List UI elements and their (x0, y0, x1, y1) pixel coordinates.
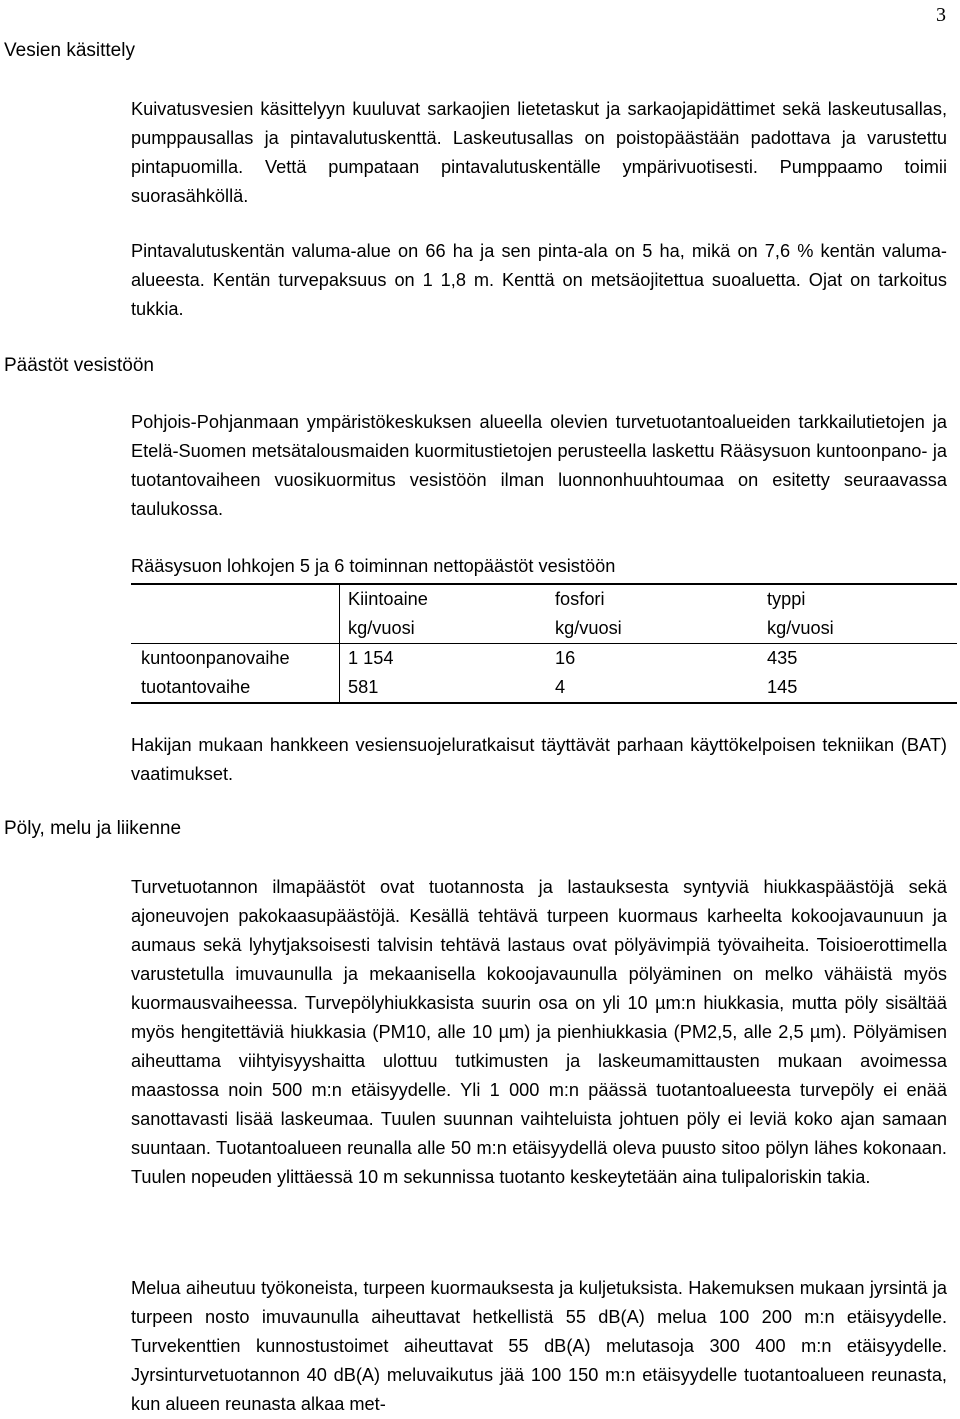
header-typpi: typpi (767, 584, 957, 614)
cell-kiintoaine: 1 154 (340, 644, 548, 674)
paragraph-water-treatment: Kuivatusvesien käsittelyyn kuuluvat sarkaojien lietetaskut ja sarkaojapidättimet sekä laskeutusallas, pumppausallas ja pintavalutuskenttä. Laskeutusallas on poistopäästään padottava ja varustettu pintapuomilla. Vettä pumpataan pintavalutuskentälle ympärivuotisesti. Pumppaamo toimii suorasähköllä. (131, 99, 947, 206)
table-header-row (131, 584, 957, 614)
paragraph-emissions-intro: Pohjois-Pohjanmaan ympäristökeskuksen alueella olevien turvetuotantoalueiden tarkkailutietojen ja Etelä-Suomen metsätalousmaiden kuormitustietojen perusteella laskettu Rääsysuon kuntoonpano- ja tuotantovaiheen vuosikuormitus vesistöön ilman luonnonhuuhtoumaa on esitetty seuraavassa taulukossa. (131, 412, 947, 519)
paragraph-overland-flow-field: Pintavalutuskentän valuma-alue on 66 ha ja sen pinta-ala on 5 ha, mikä on 7,6 % kentän valuma-alueesta. Kentän turvepaksuus on 1 1,8 m. Kenttä on metsäojitettua suoaluetta. Ojat on tarkoitus tukkia. (131, 241, 947, 319)
side-heading-poly-melu-liikenne: Pöly, melu ja liikenne (4, 818, 182, 839)
row-label: kuntoonpanovaihe (141, 648, 290, 668)
paragraph-bat: Hakijan mukaan hankkeen vesiensuojeluratkaisut täyttävät parhaan käyttökelpoisen tekniikan (BAT) vaatimukset. (131, 735, 947, 784)
table-unit-row (131, 614, 957, 644)
page-number: 3 (936, 4, 946, 26)
paragraph-noise: Melua aiheutuu työkoneista, turpeen kuormauksesta ja kuljetuksista. Hakemuksen mukaan jyrsintä ja turpeen nosto imuvaunulla aiheuttavat hetkellistä 55 dB(A) melua 100 200 m:n etäisyydelle. Turvekenttien kunnostustoimet aiheuttavat 55 dB(A) melutasoja 300 400 m:n etäisyydelle. Jyrsinturvetuotannon 40 dB(A) meluvaikutus jää 100 150 m:n etäisyydelle tuotantoalueen reunasta, kun alueen reunasta alkaa met- (131, 1278, 947, 1414)
table-corner-cell (131, 614, 340, 644)
unit-kiintoaine: kg/vuosi (340, 614, 548, 644)
table-caption: Rääsysuon lohkojen 5 ja 6 toiminnan nettopäästöt vesistöön (131, 556, 616, 576)
unit-fosfori: kg/vuosi (547, 614, 767, 644)
cell-typpi: 145 (767, 673, 957, 703)
paragraph-dust: Turvetuotannon ilmapäästöt ovat tuotannosta ja lastauksesta syntyviä hiukkaspäästöjä sekä ajoneuvojen pakokaasupäästöjä. Kesällä tehtävä turpeen kuormaus karheelta kokoojavaunuun ja aumaus sekä lyhytjaksoisesti talvisin tehtävä lastaus ovat pölyävimpiä työvaiheita. Toisioerottimella varustetulla imuvaunulla ja mekaanisella kokoojavaunulla pölyäminen on melko vähäistä myös kuormausvaiheessa. Turvepölyhiukkasista suurin osa on yli 10 µm:n hiukkasia, mutta pöly sisältää myös hengitettäviä hiukkasia (PM10, alle 10 µm) ja pienhiukkasia (PM2,5, alle 2,5 µm). Pölyämisen aiheuttama viihtyisyyshaitta ulottuu tutkimusten ja laskeumamittausten mukaan avoimessa maastossa noin 500 m:n etäisyydelle. Yli 1 000 m:n päässä tuotantoalueesta turvepöly ei enää sanottavasti lisää laskeumaa. Tuulen suunnan vaihteluista johtuen pöly ei leviä koko ajan samaan suuntaan. Tuotantoalueen reunalla alle 50 m:n etäisyydellä oleva puusto sitoo pölyn lähes kokonaan. Tuulen nopeuden ylittäessä 10 m sekunnissa tuotanto keskeytetään aina tulipaloriskin takia. (131, 877, 947, 1187)
emissions-table (131, 583, 957, 704)
table-row (131, 644, 957, 674)
row-label: tuotantovaihe (131, 673, 340, 703)
cell-typpi: 435 (767, 648, 798, 668)
side-heading-vesien-kasittely: Vesien käsittely (4, 40, 135, 61)
cell-kiintoaine: 581 (340, 673, 548, 703)
cell-fosfori: 4 (547, 673, 767, 703)
unit-typpi: kg/vuosi (767, 614, 957, 644)
header-kiintoaine: Kiintoaine (340, 584, 548, 614)
cell-fosfori: 16 (555, 648, 576, 668)
table-corner-cell (131, 584, 340, 614)
header-fosfori: fosfori (547, 584, 767, 614)
table-row (131, 673, 957, 703)
side-heading-paastot-vesistoon: Päästöt vesistöön (4, 355, 154, 376)
